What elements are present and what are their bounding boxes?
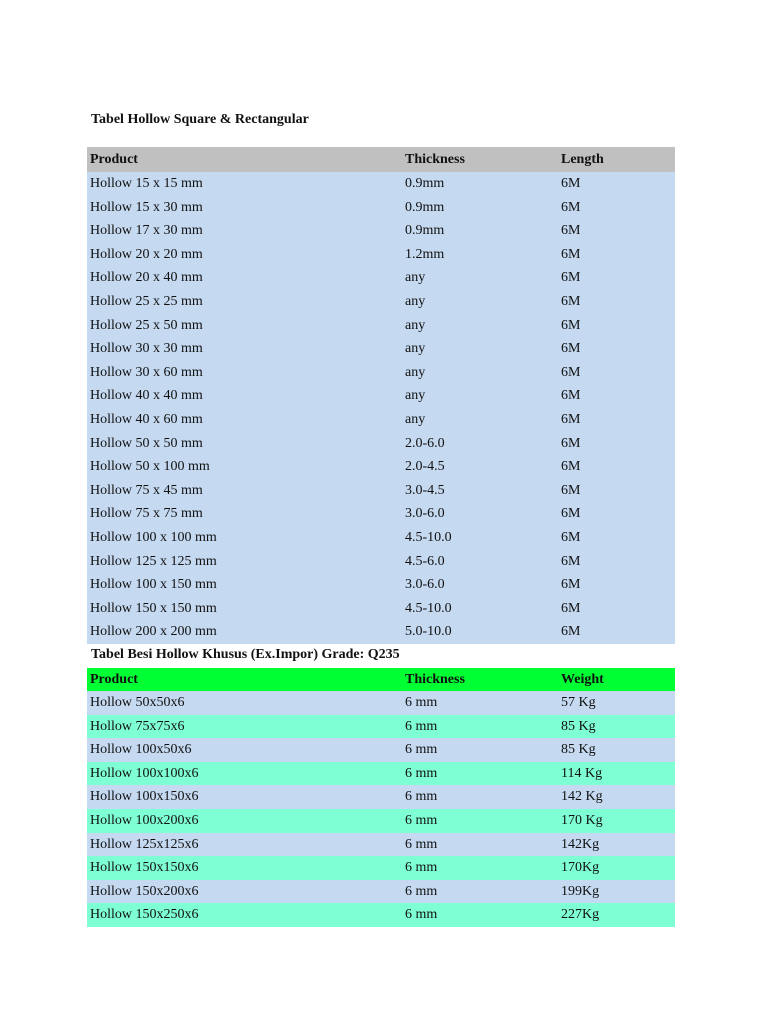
cell-product: Hollow 100x100x6 <box>87 762 402 786</box>
cell-length: 6M <box>558 620 675 644</box>
cell-thickness: any <box>402 361 558 385</box>
cell-product: Hollow 150x200x6 <box>87 880 402 904</box>
cell-product: Hollow 15 x 15 mm <box>87 172 402 196</box>
header-thickness: Thickness <box>402 147 558 172</box>
table-row <box>87 833 675 857</box>
cell-length: 6M <box>558 290 675 314</box>
cell-length: 6M <box>558 408 675 432</box>
table-header-row <box>87 147 675 172</box>
table-row <box>87 715 675 739</box>
table-row <box>87 903 675 927</box>
table-row <box>87 550 675 574</box>
cell-product: Hollow 150x250x6 <box>87 903 402 927</box>
cell-product: Hollow 100x200x6 <box>87 809 402 833</box>
cell-thickness: 6 mm <box>402 809 558 833</box>
table-row <box>87 479 675 503</box>
cell-thickness: 6 mm <box>402 738 558 762</box>
cell-thickness: 2.0-6.0 <box>402 432 558 456</box>
table-row <box>87 196 675 220</box>
cell-thickness: 4.5-10.0 <box>402 526 558 550</box>
cell-product: Hollow 75x75x6 <box>87 715 402 739</box>
table-row <box>87 314 675 338</box>
cell-product: Hollow 20 x 20 mm <box>87 243 402 267</box>
cell-length: 6M <box>558 455 675 479</box>
cell-thickness: 6 mm <box>402 715 558 739</box>
cell-thickness: 1.2mm <box>402 243 558 267</box>
table-row <box>87 526 675 550</box>
table-row <box>87 880 675 904</box>
cell-product: Hollow 17 x 30 mm <box>87 219 402 243</box>
cell-length: 6M <box>558 172 675 196</box>
cell-thickness: 0.9mm <box>402 219 558 243</box>
cell-product: Hollow 50 x 100 mm <box>87 455 402 479</box>
cell-length: 6M <box>558 479 675 503</box>
table-row <box>87 620 675 644</box>
cell-product: Hollow 50 x 50 mm <box>87 432 402 456</box>
cell-weight: 142Kg <box>558 833 675 857</box>
table-header-row <box>87 668 675 691</box>
table-row <box>87 809 675 833</box>
cell-weight: 142 Kg <box>558 785 675 809</box>
cell-product: Hollow 125x125x6 <box>87 833 402 857</box>
cell-product: Hollow 30 x 30 mm <box>87 337 402 361</box>
cell-length: 6M <box>558 573 675 597</box>
cell-thickness: 5.0-10.0 <box>402 620 558 644</box>
table-row <box>87 432 675 456</box>
cell-length: 6M <box>558 314 675 338</box>
cell-product: Hollow 25 x 25 mm <box>87 290 402 314</box>
table-row <box>87 738 675 762</box>
table-row <box>87 243 675 267</box>
cell-thickness: any <box>402 290 558 314</box>
cell-thickness: any <box>402 266 558 290</box>
cell-thickness: 3.0-4.5 <box>402 479 558 503</box>
cell-weight: 170 Kg <box>558 809 675 833</box>
hollow-khusus-table <box>87 668 675 927</box>
table-row <box>87 856 675 880</box>
cell-product: Hollow 20 x 40 mm <box>87 266 402 290</box>
cell-weight: 85 Kg <box>558 738 675 762</box>
table-row <box>87 691 675 715</box>
cell-product: Hollow 125 x 125 mm <box>87 550 402 574</box>
cell-length: 6M <box>558 526 675 550</box>
cell-thickness: 4.5-10.0 <box>402 597 558 621</box>
table-row <box>87 172 675 196</box>
table-row <box>87 573 675 597</box>
cell-length: 6M <box>558 266 675 290</box>
header-weight: Weight <box>558 668 675 691</box>
cell-thickness: any <box>402 384 558 408</box>
cell-length: 6M <box>558 219 675 243</box>
cell-thickness: 6 mm <box>402 691 558 715</box>
table1-title: Tabel Hollow Square & Rectangular <box>91 112 309 127</box>
cell-thickness: 4.5-6.0 <box>402 550 558 574</box>
table-row <box>87 597 675 621</box>
cell-length: 6M <box>558 597 675 621</box>
cell-thickness: 6 mm <box>402 856 558 880</box>
cell-product: Hollow 75 x 75 mm <box>87 502 402 526</box>
cell-thickness: 3.0-6.0 <box>402 502 558 526</box>
cell-product: Hollow 100x150x6 <box>87 785 402 809</box>
cell-thickness: 6 mm <box>402 903 558 927</box>
table-row <box>87 502 675 526</box>
cell-thickness: 0.9mm <box>402 196 558 220</box>
cell-product: Hollow 150 x 150 mm <box>87 597 402 621</box>
cell-length: 6M <box>558 550 675 574</box>
cell-product: Hollow 25 x 50 mm <box>87 314 402 338</box>
header-thickness: Thickness <box>402 668 558 691</box>
table-row <box>87 455 675 479</box>
cell-weight: 199Kg <box>558 880 675 904</box>
cell-thickness: any <box>402 337 558 361</box>
cell-product: Hollow 40 x 60 mm <box>87 408 402 432</box>
cell-thickness: 6 mm <box>402 833 558 857</box>
table-row <box>87 337 675 361</box>
cell-weight: 114 Kg <box>558 762 675 786</box>
header-length: Length <box>558 147 675 172</box>
cell-product: Hollow 150x150x6 <box>87 856 402 880</box>
cell-length: 6M <box>558 502 675 526</box>
cell-thickness: 2.0-4.5 <box>402 455 558 479</box>
table2-title: Tabel Besi Hollow Khusus (Ex.Impor) Grade: Q235 <box>91 647 400 662</box>
cell-product: Hollow 100 x 150 mm <box>87 573 402 597</box>
cell-length: 6M <box>558 361 675 385</box>
cell-weight: 57 Kg <box>558 691 675 715</box>
cell-thickness: 6 mm <box>402 762 558 786</box>
cell-thickness: any <box>402 408 558 432</box>
cell-weight: 227Kg <box>558 903 675 927</box>
table-row <box>87 408 675 432</box>
cell-thickness: 6 mm <box>402 785 558 809</box>
cell-thickness: 3.0-6.0 <box>402 573 558 597</box>
cell-thickness: 0.9mm <box>402 172 558 196</box>
table-row <box>87 266 675 290</box>
cell-thickness: any <box>402 314 558 338</box>
cell-product: Hollow 30 x 60 mm <box>87 361 402 385</box>
cell-product: Hollow 75 x 45 mm <box>87 479 402 503</box>
cell-product: Hollow 100x50x6 <box>87 738 402 762</box>
table-row <box>87 290 675 314</box>
cell-length: 6M <box>558 243 675 267</box>
header-product: Product <box>87 668 402 691</box>
cell-thickness: 6 mm <box>402 880 558 904</box>
table-row <box>87 384 675 408</box>
cell-product: Hollow 50x50x6 <box>87 691 402 715</box>
cell-length: 6M <box>558 337 675 361</box>
table-row <box>87 785 675 809</box>
hollow-square-rectangular-table <box>87 147 675 644</box>
cell-product: Hollow 40 x 40 mm <box>87 384 402 408</box>
table-row <box>87 219 675 243</box>
cell-product: Hollow 100 x 100 mm <box>87 526 402 550</box>
cell-length: 6M <box>558 384 675 408</box>
cell-weight: 170Kg <box>558 856 675 880</box>
table-row <box>87 762 675 786</box>
header-product: Product <box>87 147 402 172</box>
cell-weight: 85 Kg <box>558 715 675 739</box>
cell-length: 6M <box>558 432 675 456</box>
cell-product: Hollow 200 x 200 mm <box>87 620 402 644</box>
cell-product: Hollow 15 x 30 mm <box>87 196 402 220</box>
cell-length: 6M <box>558 196 675 220</box>
table-row <box>87 361 675 385</box>
